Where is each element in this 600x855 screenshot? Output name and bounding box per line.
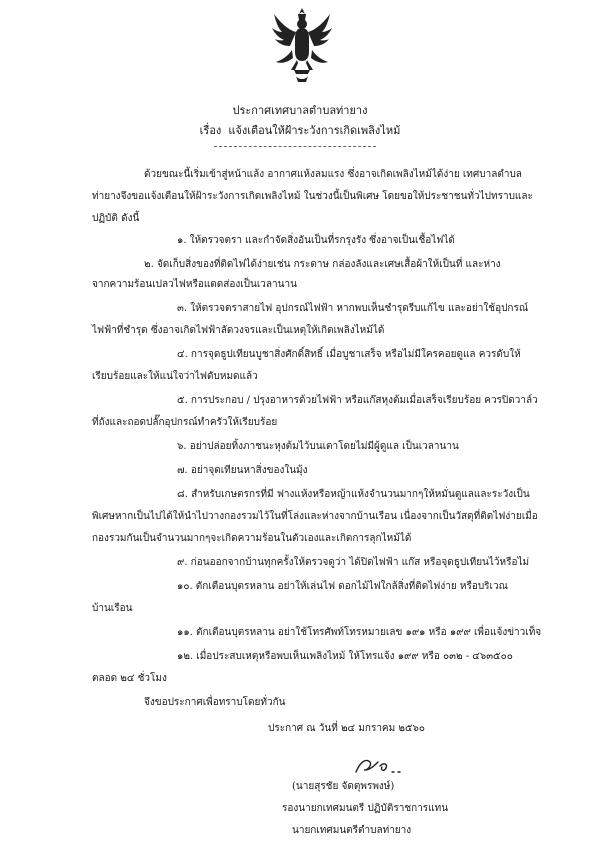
list-item-continuation: จากความร้อนเปลวไฟหรือแดดส่องเป็นเวลานาน: [92, 279, 297, 290]
date-line: ประกาศ ณ วันที่ ๒๔ มกราคม ๒๕๖๐: [268, 723, 426, 734]
garuda-emblem-icon: [270, 6, 334, 84]
list-item-continuation: ที่ถังและถอดปลั๊กอุปกรณ์ทำครัวให้เรียบร้อย: [92, 417, 278, 428]
list-item: ๒. จัดเก็บสิ่งของที่ติดไฟได้ง่ายเช่น กระดาษ กล่องลังและเศษเสื้อผ้าให้เป็นที่ และห่าง: [144, 259, 501, 270]
subject-text: แจ้งเตือนให้ฝ้าระวังการเกิดเพลิงไหม้: [228, 124, 401, 137]
list-item: ๙. ก่อนออกจากบ้านทุกครั้งให้ตรวจดูว่า ได้ปิดไฟฟ้า แก๊ส หรือจุดธูปเทียนไว้หรือไม่: [177, 557, 530, 568]
list-item: ๑๐. ตักเตือนบุตรหลาน อย่าให้เล่นไฟ ดอกไม้ไฟใกล้สิ่งที่ติดไฟง่าย หรือบริเวณ: [177, 581, 508, 592]
list-item: ๗. อย่าจุดเทียนหาสิ่งของในมุ้ง: [177, 465, 308, 476]
list-item: ๖. อย่าปล่อยทิ้งภาชนะหุงต้มไว้บนเตาโดยไม่มีผู้ดูแล เป็นเวลานาน: [177, 441, 459, 452]
list-item: ๘. สำหรับเกษตรกรที่มี ฟางแห้งหรือหญ้าแห้งจำนวนมากๆให้หมั่นดูแลและระวังเป็น: [177, 489, 530, 500]
subject-label: เรื่อง: [199, 124, 222, 137]
list-item: ๑๑. ตักเตือนบุตรหลาน อย่าใช้โทรศัพท์โทรหมายเลข ๑๙๑ หรือ ๑๙๙ เพื่อแจ้งข่าวเท็จ: [177, 627, 542, 638]
list-item-continuation: ไฟฟ้าที่ชำรุด ซึ่งอาจเกิดไฟฟ้าลัดวงจรและเป็นเหตุให้เกิดเพลิงไหม้ได้: [92, 325, 385, 336]
header-divider: [214, 146, 376, 147]
list-item-continuation: กองรวมกันเป็นจำนวนมากๆจะเกิดความร้อนในตัวเองและเกิดการลุกไหม้ได้: [92, 533, 412, 544]
handwritten-signature: [350, 752, 405, 780]
intro-line: ด้วยขณะนี้เริ่มเข้าสู่หน้าแล้ง อากาศแห้งลมแรง ซึ่งอาจเกิดเพลิงไหม้ได้ง่าย เทศบาลตำบล: [144, 169, 522, 180]
list-item: ๑. ให้ตรวจตรา และกำจัดสิ่งอันเป็นที่รกรุงรัง ซึ่งอาจเป็นเชื้อไฟได้: [177, 235, 455, 246]
closing-text: จึงขอประกาศเพื่อทราบโดยทั่วกัน: [144, 697, 286, 708]
document-title: ประกาศเทศบาลตำบลท่ายาง: [232, 104, 368, 117]
intro-line: ปฏิบัติ ดังนี้: [92, 213, 140, 224]
list-item-continuation: บ้านเรือน: [92, 603, 133, 614]
list-item-continuation: พิเศษหากเป็นไปได้ให้นำไปวางกองรวมไว้ในที่โล่งและห่างจากบ้านเรือน เนื่องจากเป็นวัสดุที่ติดไฟง่ายเมื่อ: [92, 511, 538, 522]
list-item: ๔. การจุดธูปเทียนบูชาสิ่งศักดิ์สิทธิ์ เมื่อบูชาเสร็จ หรือไม่มีใครคอยดูแล ควรดับให้: [177, 349, 521, 360]
list-item-continuation: ตลอด ๒๔ ชั่วโมง: [92, 673, 167, 684]
list-item: ๓. ให้ตรวจตราสายไฟ อุปกรณ์ไฟฟ้า หากพบเห็นชำรุดรีบแก้ไข และอย่าใช้อุปกรณ์: [177, 303, 529, 314]
document-subject: [0, 121, 600, 139]
signer-position: นายกเทศมนตรีตำบลท่ายาง: [292, 825, 412, 836]
signer-name: (นายสุรชัย จัดตุพรพงษ์): [292, 781, 395, 792]
signer-position: รองนายกเทศมนตรี ปฏิบัติราชการแทน: [282, 803, 449, 814]
list-item: ๑๒. เมื่อประสบเหตุหรือพบเห็นเพลิงไหม้ ให้โทรแจ้ง ๑๙๙ หรือ ๐๓๒ - ๔๖๓๕๐๐: [177, 651, 513, 662]
list-item: ๕. การประกอบ / ปรุงอาหารด้วยไฟฟ้า หรือแก๊สหุงต้มเมื่อเสร็จเรียบร้อย ควรปิดวาล์ว: [177, 395, 538, 406]
intro-line: ท่ายางจึงขอแจ้งเตือนให้ฝ้าระวังการเกิดเพลิงไหม้ ในช่วงนี้เป็นพิเศษ โดยขอให้ประชาชนทั่วไปทราบและ: [92, 191, 533, 202]
list-item-continuation: เรียบร้อยและให้แน่ใจว่าไฟดับหมดแล้ว: [92, 371, 258, 382]
